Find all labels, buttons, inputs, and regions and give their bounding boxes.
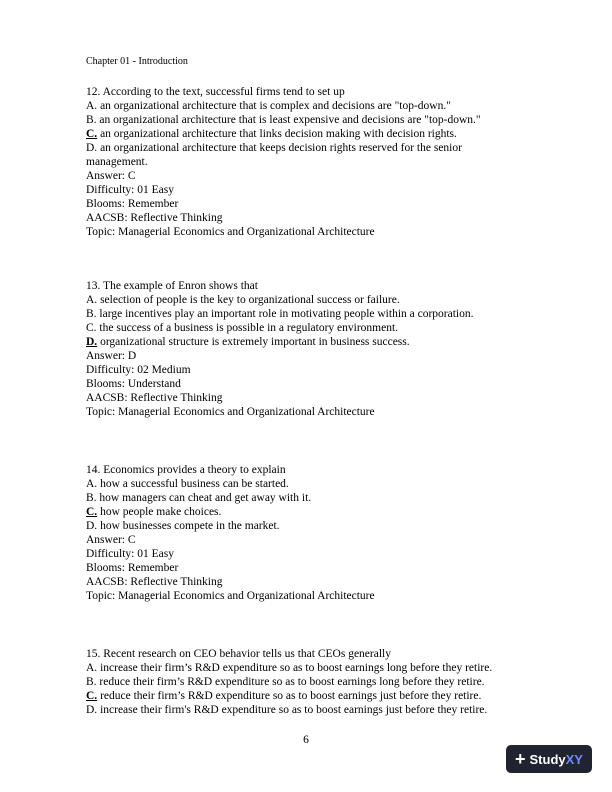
question-12 bbox=[86, 85, 526, 239]
option-d-correct: D. organizational structure is extremely important in business success. bbox=[86, 336, 410, 348]
option-c-correct: C. how people make choices. bbox=[86, 506, 222, 518]
option-b: B. large incentives play an important role in motivating people within a corporation. bbox=[86, 308, 474, 320]
question-stem: 12. According to the text, successful firms tend to set up bbox=[86, 86, 345, 98]
question-13 bbox=[86, 279, 526, 419]
aacsb: AACSB: Reflective Thinking bbox=[86, 576, 223, 588]
option-c-correct: C. an organizational architecture that links decision making with decision rights. bbox=[86, 128, 457, 140]
option-a: A. increase their firm’s R&D expenditure so as to boost earnings long before they retire. bbox=[86, 662, 493, 674]
topic: Topic: Managerial Economics and Organizational Architecture bbox=[86, 226, 375, 238]
aacsb: AACSB: Reflective Thinking bbox=[86, 212, 223, 224]
option-d: D. how businesses compete in the market. bbox=[86, 520, 280, 532]
aacsb: AACSB: Reflective Thinking bbox=[86, 392, 223, 404]
studyxy-badge[interactable] bbox=[506, 745, 592, 773]
correct-letter: C. bbox=[86, 506, 98, 518]
question-stem: 13. The example of Enron shows that bbox=[86, 280, 258, 292]
blooms: Blooms: Remember bbox=[86, 562, 179, 574]
correct-letter: C. bbox=[86, 690, 98, 702]
topic: Topic: Managerial Economics and Organizational Architecture bbox=[86, 406, 375, 418]
difficulty: Difficulty: 02 Medium bbox=[86, 364, 191, 376]
blooms: Blooms: Understand bbox=[86, 378, 181, 390]
option-b: B. how managers can cheat and get away with it. bbox=[86, 492, 312, 504]
answer: Answer: D bbox=[86, 350, 137, 362]
topic: Topic: Managerial Economics and Organizational Architecture bbox=[86, 590, 375, 602]
difficulty: Difficulty: 01 Easy bbox=[86, 184, 174, 196]
brand-name-main: Study bbox=[529, 751, 566, 767]
question-stem: 14. Economics provides a theory to explain bbox=[86, 464, 286, 476]
option-b: B. an organizational architecture that is least expensive and decisions are "top-down." bbox=[86, 114, 481, 126]
option-b: B. reduce their firm’s R&D expenditure so as to boost earnings long before they retire. bbox=[86, 676, 485, 688]
option-d: D. an organizational architecture that keeps decision rights reserved for the senior management. bbox=[86, 142, 462, 168]
answer: Answer: C bbox=[86, 534, 136, 546]
correct-letter: D. bbox=[86, 336, 98, 348]
question-15 bbox=[86, 647, 526, 717]
option-a: A. an organizational architecture that is complex and decisions are "top-down." bbox=[86, 100, 451, 112]
option-a: A. how a successful business can be started. bbox=[86, 478, 289, 490]
brand-name-accent: XY bbox=[565, 751, 583, 767]
question-14 bbox=[86, 463, 526, 603]
correct-letter: C. bbox=[86, 128, 98, 140]
chapter-header: Chapter 01 - Introduction bbox=[86, 56, 188, 67]
page-number: 6 bbox=[303, 734, 309, 746]
answer: Answer: C bbox=[86, 170, 136, 182]
plus-icon: + bbox=[515, 749, 526, 769]
question-stem: 15. Recent research on CEO behavior tells us that CEOs generally bbox=[86, 648, 391, 660]
option-c: C. the success of a business is possible in a regulatory environment. bbox=[86, 322, 399, 334]
option-c-correct: C. reduce their firm’s R&D expenditure so as to boost earnings just before they retire. bbox=[86, 690, 482, 702]
difficulty: Difficulty: 01 Easy bbox=[86, 548, 174, 560]
blooms: Blooms: Remember bbox=[86, 198, 179, 210]
option-a: A. selection of people is the key to organizational success or failure. bbox=[86, 294, 400, 306]
option-d: D. increase their firm's R&D expenditure so as to boost earnings just before they retire. bbox=[86, 704, 488, 716]
